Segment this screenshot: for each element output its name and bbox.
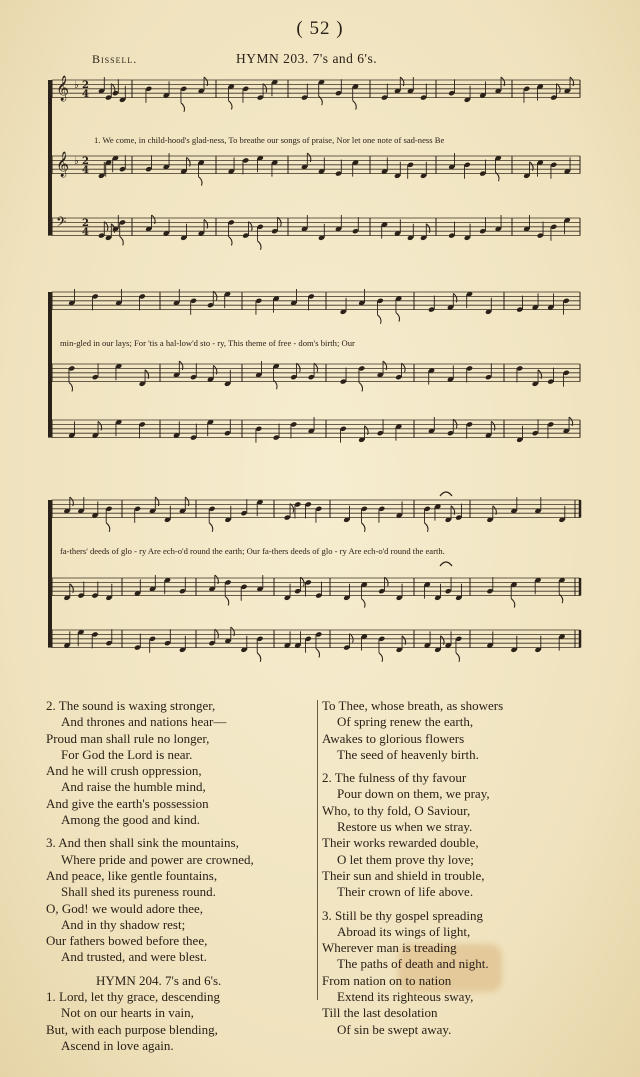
note-flag xyxy=(359,382,363,391)
verse-line: Restore us when we stray. xyxy=(337,819,473,835)
time-signature: 2 xyxy=(82,80,89,91)
verse-line: And thrones and nations hear— xyxy=(61,714,227,730)
text-column-right xyxy=(322,698,503,1038)
hymn-heading-204: HYMN 204. 7's and 6's. xyxy=(96,972,222,988)
verse-line: Abroad its wings of light, xyxy=(337,923,471,939)
lyrics-line-2: min-gled in our lays; For 'tis a hal-low'd sto - ry, This theme of free - dom's birth; Our xyxy=(60,338,355,348)
verse-line: To Thee, whose breath, as showers xyxy=(322,698,504,713)
verse-line: Ascend in love again. xyxy=(61,1037,174,1053)
stanza xyxy=(322,698,503,763)
page-number: ( 52 ) xyxy=(296,18,344,39)
note-flag xyxy=(361,523,365,532)
note-flag xyxy=(511,599,515,608)
verse-line: Of sin be swept away. xyxy=(337,1021,452,1037)
note-flag xyxy=(396,313,400,322)
verse-line: Who, to thy fold, O Saviour, xyxy=(322,802,471,818)
verse-line: Till the last desolation xyxy=(322,1005,438,1021)
note-flag xyxy=(314,363,318,372)
time-signature: 2 xyxy=(82,218,89,229)
verse-line: 2. The fulness of thy favour xyxy=(322,770,467,786)
verse-line: Their sun and shield in trouble, xyxy=(322,867,485,883)
verse-line: Among the good and kind. xyxy=(61,812,201,828)
note-flag xyxy=(228,101,232,110)
time-signature: 4 xyxy=(82,89,89,100)
verse-line: Our fathers bowed before thee, xyxy=(46,933,208,949)
note-flag xyxy=(402,363,406,372)
note-flag xyxy=(557,84,561,93)
verse-line: Awakes to glorious flowers xyxy=(322,730,465,746)
stanza xyxy=(46,835,254,965)
note-flag xyxy=(263,84,267,93)
time-signature: 4 xyxy=(82,227,89,238)
note-flag xyxy=(385,577,389,586)
note-flag xyxy=(209,523,213,532)
verse-line: Not on our hearts in vain, xyxy=(61,1005,194,1021)
flat-sign: ♭ xyxy=(74,156,79,167)
note-flag xyxy=(225,596,229,605)
note-flag xyxy=(215,629,219,638)
verse-line: 3. Still be thy gospel spreading xyxy=(322,907,484,923)
note-flag xyxy=(198,177,202,186)
lyrics-line-3: fa-thers' deeds of glo - ry Are ech-o'd round the earth; Our fa-thers deeds of glo - ry Are ech-o'd round the earth. xyxy=(60,546,445,556)
verse-line: Pour down on them, we pray, xyxy=(337,786,490,802)
note-flag xyxy=(278,217,282,226)
verse-line: Shall shed its pureness round. xyxy=(61,884,216,900)
verse-line: 2. The sound is waxing stronger, xyxy=(46,698,216,713)
verse-line: And he will crush oppression, xyxy=(46,763,202,779)
note-flag xyxy=(106,523,110,532)
treble-clef: 𝄞 xyxy=(56,152,70,177)
verse-line: Of spring renew the earth, xyxy=(337,714,474,730)
note-flag xyxy=(350,634,354,643)
note-flag xyxy=(120,236,124,245)
text-column-left xyxy=(46,698,254,1054)
flat-sign: ♭ xyxy=(74,80,79,91)
note-flag xyxy=(316,648,320,657)
stanza xyxy=(322,770,503,900)
note-flag xyxy=(424,523,428,532)
column-divider xyxy=(317,700,318,1000)
system-bracket xyxy=(48,500,52,648)
hymn-heading: HYMN 203. 7's and 6's. xyxy=(236,51,378,66)
stanza xyxy=(46,973,254,989)
system-bracket xyxy=(48,80,52,236)
verse-line: O, God! we would adore thee, xyxy=(46,900,204,916)
verse-line: 1. Lord, let thy grace, descending xyxy=(46,989,220,1005)
verse-line: But, with each purpose blending, xyxy=(46,1021,218,1037)
note-flag xyxy=(213,291,217,300)
note-flag xyxy=(377,315,381,324)
stanza xyxy=(46,698,254,828)
composer-name: Bissell. xyxy=(92,52,138,66)
system-bracket xyxy=(48,292,52,438)
verse-line: Wherever man is treading xyxy=(322,940,457,956)
note-flag xyxy=(353,101,357,110)
stanza xyxy=(46,989,254,1054)
verse-line: And in thy shadow rest; xyxy=(61,916,186,932)
verse-line: Their works rewarded double, xyxy=(322,835,479,851)
time-signature: 4 xyxy=(82,165,89,176)
verse-line: Where pride and power are crowned, xyxy=(61,851,254,867)
verse-line: Extend its righteous sway, xyxy=(337,989,474,1005)
verse-line: The paths of death and night. xyxy=(337,956,489,972)
note-flag xyxy=(297,363,301,372)
note-flag xyxy=(257,241,261,250)
verse-line: 3. And then shall sink the mountains, xyxy=(46,835,239,851)
note-flag xyxy=(361,599,365,608)
note-flag xyxy=(228,236,232,245)
note-flag xyxy=(181,103,185,112)
note-flag xyxy=(104,222,108,231)
note-flag xyxy=(257,653,261,662)
verse-line: From nation on to nation xyxy=(322,972,452,988)
verse-line: And give the earth's possession xyxy=(46,795,209,811)
note-flag xyxy=(379,653,383,662)
verse-line: And raise the humble mind, xyxy=(61,779,206,795)
note-flag xyxy=(453,419,457,428)
verse-line: For God the Lord is near. xyxy=(61,746,193,762)
fermata xyxy=(440,562,452,566)
note-flag xyxy=(290,504,294,513)
time-signature: 2 xyxy=(82,156,89,167)
verse-line: Proud man shall rule no longer, xyxy=(46,730,210,746)
note-flag xyxy=(69,382,73,391)
verse-line: And trusted, and were blest. xyxy=(61,949,207,965)
lyrics-line-1: 1. We come, in child-hood's glad-ness, To breathe our songs of praise, Nor let one note of sad-ness Be xyxy=(94,135,445,145)
note-flag xyxy=(249,222,253,231)
note-flag xyxy=(301,577,305,586)
verse-line: Their crown of life above. xyxy=(337,884,474,900)
verse-line: O let them prove thy love; xyxy=(337,851,474,867)
verse-line: The seed of heavenly birth. xyxy=(337,746,479,762)
verse-line: And peace, like gentle fountains, xyxy=(46,867,218,883)
stanza xyxy=(322,908,503,1038)
fermata xyxy=(440,492,452,496)
bass-clef: 𝄢 xyxy=(56,214,67,233)
treble-clef: 𝄞 xyxy=(56,76,70,101)
note-flag xyxy=(111,84,115,93)
note-flag xyxy=(456,653,460,662)
